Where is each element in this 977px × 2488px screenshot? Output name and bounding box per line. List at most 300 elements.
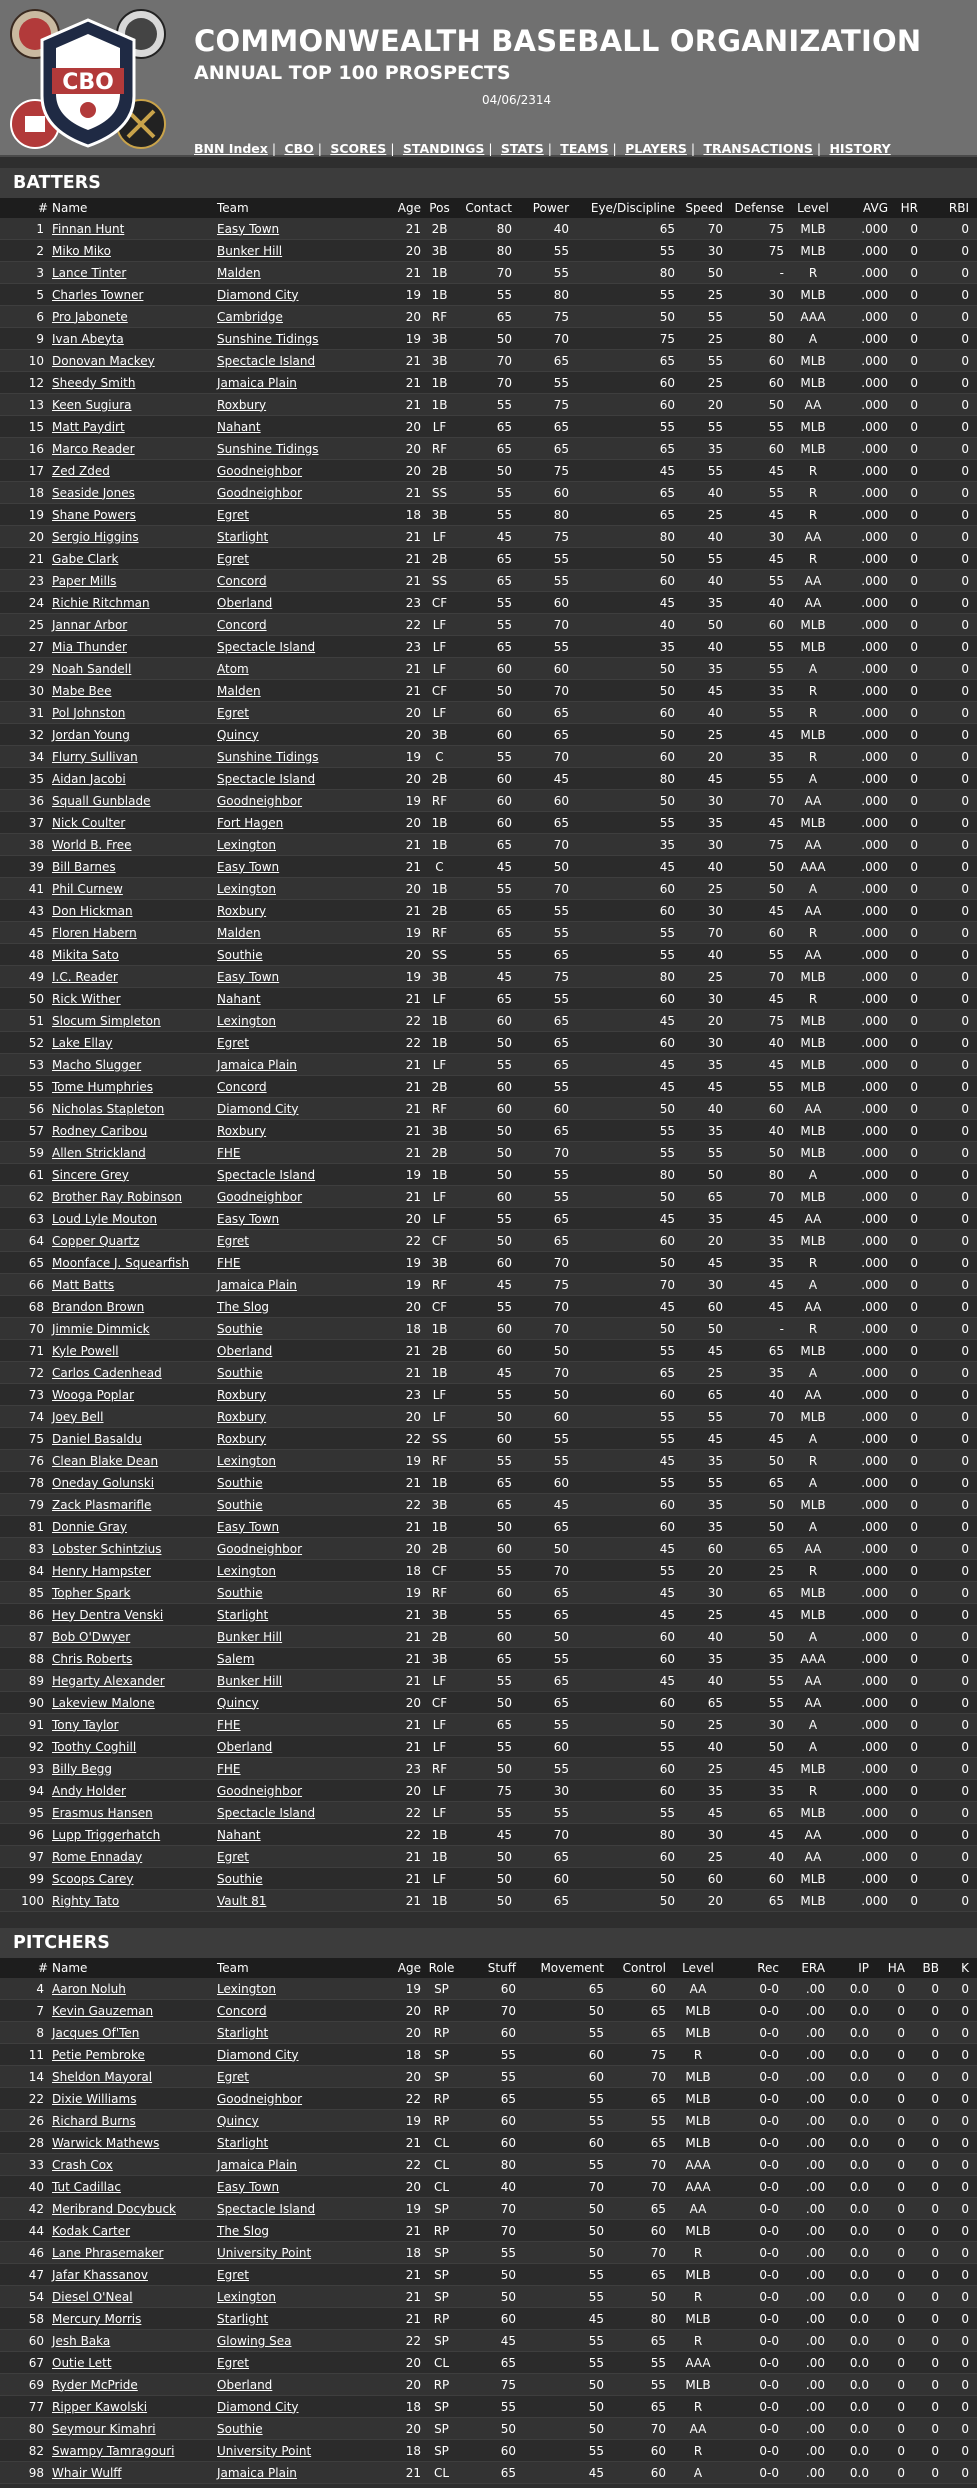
batters-col-pos[interactable]: Pos bbox=[421, 198, 458, 218]
batters-cell-eye-discipline: 45 bbox=[577, 1208, 683, 1230]
batters-cell-speed: 60 bbox=[683, 1868, 731, 1890]
batters-cell-contact: 55 bbox=[458, 944, 520, 966]
team-name-link[interactable]: Quincy bbox=[217, 727, 259, 742]
batters-cell-rbi: 0 bbox=[918, 1626, 977, 1648]
player-name-link[interactable]: Pol Johnston bbox=[52, 705, 126, 720]
batters-col-defense[interactable]: Defense bbox=[731, 198, 792, 218]
player-name-link[interactable]: Nick Coulter bbox=[52, 815, 126, 830]
team-name-link[interactable]: Sunshine Tidings bbox=[217, 331, 319, 346]
team-name-link[interactable]: Vault 81 bbox=[217, 1893, 267, 1908]
player-name-link[interactable]: Matt Batts bbox=[52, 1277, 115, 1292]
team-name-link[interactable]: Fort Hagen bbox=[217, 815, 284, 830]
batters-cell-hr: 0 bbox=[888, 658, 918, 680]
team-name-link[interactable]: FHE bbox=[217, 1255, 241, 1270]
batters-col-level[interactable]: Level bbox=[792, 198, 834, 218]
pitchers-col-rec[interactable]: Rec bbox=[722, 1958, 779, 1978]
player-name-link[interactable]: Mikita Sato bbox=[52, 947, 119, 962]
player-name-link[interactable]: Rick Wither bbox=[52, 991, 121, 1006]
player-name-link[interactable]: Copper Quartz bbox=[52, 1233, 140, 1248]
team-name-link[interactable]: Spectacle Island bbox=[217, 771, 316, 786]
batters-cell-speed: 25 bbox=[683, 878, 731, 900]
team-name-link[interactable]: Egret bbox=[217, 1035, 249, 1050]
league-logo[interactable] bbox=[8, 6, 168, 154]
team-name-link[interactable]: Roxbury bbox=[217, 903, 267, 918]
player-name-link[interactable]: Miko Miko bbox=[52, 243, 111, 258]
batters-col-eye-discipline[interactable]: Eye/Discipline bbox=[577, 198, 683, 218]
pitchers-col-k[interactable]: K bbox=[939, 1958, 977, 1978]
team-name-link[interactable]: Southie bbox=[217, 1321, 263, 1336]
pitchers-col-bb[interactable]: BB bbox=[905, 1958, 939, 1978]
team-name-link[interactable]: Goodneighbor bbox=[217, 1783, 303, 1798]
team-name-link[interactable]: Easy Town bbox=[217, 2179, 280, 2194]
team-name-link[interactable]: Jamaica Plain bbox=[217, 1057, 297, 1072]
pitchers-col-movement[interactable]: Movement bbox=[524, 1958, 612, 1978]
nav-history[interactable]: HISTORY bbox=[829, 141, 891, 156]
batters-cell-defense: 60 bbox=[731, 1868, 792, 1890]
team-name-link[interactable]: Nahant bbox=[217, 991, 261, 1006]
team-name-link[interactable]: Lexington bbox=[217, 1013, 276, 1028]
player-name-link[interactable]: Ryder McPride bbox=[52, 2377, 138, 2392]
team-name-link[interactable]: Roxbury bbox=[217, 397, 267, 412]
team-name-link[interactable]: Spectacle Island bbox=[217, 2201, 316, 2216]
pitchers-cell-era: .00 bbox=[779, 2176, 825, 2198]
nav-bnn-index[interactable]: BNN Index bbox=[194, 141, 268, 156]
batters-cell-defense: 45 bbox=[731, 548, 792, 570]
player-name-link[interactable]: Righty Tato bbox=[52, 1893, 120, 1908]
team-name-link[interactable]: Lexington bbox=[217, 1981, 276, 1996]
player-name-link[interactable]: Sergio Higgins bbox=[52, 529, 139, 544]
player-name-link[interactable]: Phil Curnew bbox=[52, 881, 123, 896]
player-name-link[interactable]: I.C. Reader bbox=[52, 969, 118, 984]
nav-cbo[interactable]: CBO bbox=[284, 141, 314, 156]
team-name-link[interactable]: Diamond City bbox=[217, 287, 299, 302]
batters-cell-pos: LF bbox=[421, 416, 458, 438]
team-name-link[interactable]: Sunshine Tidings bbox=[217, 749, 319, 764]
team-name-link[interactable]: Malden bbox=[217, 265, 261, 280]
player-name-link[interactable]: Daniel Basaldu bbox=[52, 1431, 142, 1446]
batters-cell-avg: .000 bbox=[834, 614, 888, 636]
player-name-link[interactable]: Finnan Hunt bbox=[52, 221, 125, 236]
team-name-cell bbox=[213, 1978, 376, 2000]
player-name-link[interactable]: Dixie Williams bbox=[52, 2091, 137, 2106]
batters-cell-defense: 40 bbox=[731, 1846, 792, 1868]
batters-cell-defense: 35 bbox=[731, 680, 792, 702]
team-name-link[interactable]: Goodneighbor bbox=[217, 485, 303, 500]
table-row bbox=[0, 1868, 977, 1890]
player-name-link[interactable]: Kevin Gauzeman bbox=[52, 2003, 154, 2018]
player-name-link[interactable]: Outie Lett bbox=[52, 2355, 112, 2370]
team-name-link[interactable]: Jamaica Plain bbox=[217, 2465, 297, 2480]
player-name-link[interactable]: Lane Phrasemaker bbox=[52, 2245, 164, 2260]
team-name-link[interactable]: Nahant bbox=[217, 419, 261, 434]
player-name-link[interactable]: Mercury Morris bbox=[52, 2311, 142, 2326]
team-name-link[interactable]: Goodneighbor bbox=[217, 463, 303, 478]
player-name-link[interactable]: Seaside Jones bbox=[52, 485, 135, 500]
batters-cell-pos: 3B bbox=[421, 350, 458, 372]
pitchers-col-ha[interactable]: HA bbox=[869, 1958, 905, 1978]
player-name-link[interactable]: Scoops Carey bbox=[52, 1871, 134, 1886]
player-name-link[interactable]: Don Hickman bbox=[52, 903, 133, 918]
player-name-link[interactable]: Erasmus Hansen bbox=[52, 1805, 153, 1820]
team-name-link[interactable]: Diamond City bbox=[217, 2399, 299, 2414]
player-name-link[interactable]: Joey Bell bbox=[52, 1409, 104, 1424]
team-name-link[interactable]: Jamaica Plain bbox=[217, 1277, 297, 1292]
player-name-link[interactable]: Donovan Mackey bbox=[52, 353, 155, 368]
player-name-link[interactable]: Flurry Sullivan bbox=[52, 749, 138, 764]
pitchers-cell-ip: 0.0 bbox=[825, 2088, 869, 2110]
table-row bbox=[0, 1010, 977, 1032]
team-name-link[interactable]: Starlight bbox=[217, 2311, 269, 2326]
player-name-link[interactable]: Ivan Abeyta bbox=[52, 331, 124, 346]
team-name-link[interactable]: Egret bbox=[217, 2267, 249, 2282]
pitchers-cell-movement: 55 bbox=[524, 2154, 612, 2176]
batters-cell-level: MLB bbox=[792, 636, 834, 658]
team-name-link[interactable]: Concord bbox=[217, 617, 267, 632]
team-name-link[interactable]: Easy Town bbox=[217, 969, 280, 984]
player-name-link[interactable]: Jordan Young bbox=[52, 727, 130, 742]
team-name-link[interactable]: Easy Town bbox=[217, 859, 280, 874]
player-name-link[interactable]: Sheedy Smith bbox=[52, 375, 136, 390]
team-name-link[interactable]: Southie bbox=[217, 947, 263, 962]
player-name-link[interactable]: Gabe Clark bbox=[52, 551, 119, 566]
player-name-link[interactable]: Topher Spark bbox=[52, 1585, 131, 1600]
player-name-link[interactable]: Wooga Poplar bbox=[52, 1387, 135, 1402]
team-name-link[interactable]: Goodneighbor bbox=[217, 1541, 303, 1556]
pitchers-col-stuff[interactable]: Stuff bbox=[462, 1958, 524, 1978]
player-name-link[interactable]: Ripper Kawolski bbox=[52, 2399, 148, 2414]
team-name-link[interactable]: Oberland bbox=[217, 595, 273, 610]
team-name-link[interactable]: Southie bbox=[217, 1585, 263, 1600]
team-name-link[interactable]: Southie bbox=[217, 1475, 263, 1490]
team-name-link[interactable]: FHE bbox=[217, 1761, 241, 1776]
team-name-link[interactable]: Atom bbox=[217, 661, 249, 676]
player-name-link[interactable]: Tut Cadillac bbox=[52, 2179, 121, 2194]
batters-cell-avg: .000 bbox=[834, 570, 888, 592]
team-name-link[interactable]: Southie bbox=[217, 2421, 263, 2436]
batters-col-hr[interactable]: HR bbox=[888, 198, 918, 218]
team-name-link[interactable]: Starlight bbox=[217, 529, 269, 544]
team-name-link[interactable]: Glowing Sea bbox=[217, 2333, 292, 2348]
batters-cell-: 19 bbox=[0, 504, 48, 526]
team-name-link[interactable]: Egret bbox=[217, 1233, 249, 1248]
pitchers-col-era[interactable]: ERA bbox=[779, 1958, 825, 1978]
player-name-link[interactable]: Meribrand Docybuck bbox=[52, 2201, 176, 2216]
pitchers-cell-rec: 0-0 bbox=[722, 2418, 779, 2440]
team-name-link[interactable]: Concord bbox=[217, 1079, 267, 1094]
player-name-link[interactable]: Jesh Baka bbox=[52, 2333, 111, 2348]
batters-cell-age: 21 bbox=[376, 1120, 421, 1142]
team-name-link[interactable]: Lexington bbox=[217, 1563, 276, 1578]
player-name-cell bbox=[48, 1252, 213, 1274]
team-name-link[interactable]: Egret bbox=[217, 551, 249, 566]
player-name-link[interactable]: Bill Barnes bbox=[52, 859, 116, 874]
team-name-link[interactable]: Oberland bbox=[217, 1739, 273, 1754]
player-name-link[interactable]: Jannar Arbor bbox=[52, 617, 128, 632]
batters-cell-defense: 35 bbox=[731, 1362, 792, 1384]
team-name-link[interactable]: Southie bbox=[217, 1497, 263, 1512]
player-name-link[interactable]: Rome Ennaday bbox=[52, 1849, 143, 1864]
player-name-link[interactable]: Paper Mills bbox=[52, 573, 117, 588]
batters-cell-contact: 45 bbox=[458, 966, 520, 988]
player-name-link[interactable]: Warwick Mathews bbox=[52, 2135, 160, 2150]
batters-cell-age: 21 bbox=[376, 1362, 421, 1384]
player-name-link[interactable]: Zed Zded bbox=[52, 463, 110, 478]
player-name-link[interactable]: Lance Tinter bbox=[52, 265, 127, 280]
batters-cell-rbi: 0 bbox=[918, 1208, 977, 1230]
player-name-link[interactable]: Mabe Bee bbox=[52, 683, 112, 698]
nav-stats[interactable]: STATS bbox=[500, 141, 544, 156]
batters-cell-speed: 45 bbox=[683, 680, 731, 702]
player-name-link[interactable]: Brandon Brown bbox=[52, 1299, 145, 1314]
player-name-link[interactable]: Sheldon Mayoral bbox=[52, 2069, 153, 2084]
team-name-link[interactable]: Jamaica Plain bbox=[217, 2157, 297, 2172]
team-name-link[interactable]: Easy Town bbox=[217, 1519, 280, 1534]
batters-cell-hr: 0 bbox=[888, 1076, 918, 1098]
player-name-link[interactable]: Allen Strickland bbox=[52, 1145, 146, 1160]
nav-teams[interactable]: TEAMS bbox=[560, 141, 609, 156]
player-name-link[interactable]: Noah Sandell bbox=[52, 661, 132, 676]
team-name-link[interactable]: Egret bbox=[217, 2355, 249, 2370]
team-name-link[interactable]: Oberland bbox=[217, 1343, 273, 1358]
batters-cell-contact: 55 bbox=[458, 1802, 520, 1824]
team-name-cell bbox=[213, 878, 376, 900]
team-name-link[interactable]: Bunker Hill bbox=[217, 1629, 283, 1644]
pitchers-col-[interactable]: # bbox=[0, 1958, 48, 1978]
team-name-link[interactable]: Egret bbox=[217, 1849, 249, 1864]
batters-cell-level: A bbox=[792, 1274, 834, 1296]
team-name-link[interactable]: Southie bbox=[217, 1365, 263, 1380]
nav-scores[interactable]: SCORES bbox=[330, 141, 387, 156]
team-name-link[interactable]: Roxbury bbox=[217, 1409, 267, 1424]
batters-cell-: 88 bbox=[0, 1648, 48, 1670]
team-name-link[interactable]: Bunker Hill bbox=[217, 243, 283, 258]
batters-col-power[interactable]: Power bbox=[520, 198, 577, 218]
team-name-link[interactable]: Spectacle Island bbox=[217, 639, 316, 654]
nav-players[interactable]: PLAYERS bbox=[625, 141, 687, 156]
pitchers-cell-rec: 0-0 bbox=[722, 2352, 779, 2374]
team-name-link[interactable]: Goodneighbor bbox=[217, 2091, 303, 2106]
team-name-link[interactable]: Sunshine Tidings bbox=[217, 441, 319, 456]
team-name-link[interactable]: Spectacle Island bbox=[217, 1805, 316, 1820]
batters-cell-: 93 bbox=[0, 1758, 48, 1780]
player-name-link[interactable]: Swampy Tamragouri bbox=[52, 2443, 175, 2458]
batters-col-contact[interactable]: Contact bbox=[458, 198, 520, 218]
player-name-link[interactable]: Aaron Noluh bbox=[52, 1981, 126, 1996]
team-name-link[interactable]: Lexington bbox=[217, 1453, 276, 1468]
player-name-link[interactable]: Brother Ray Robinson bbox=[52, 1189, 182, 1204]
player-name-link[interactable]: Moonface J. Squearfish bbox=[52, 1255, 190, 1270]
player-name-link[interactable]: Diesel O'Neal bbox=[52, 2289, 133, 2304]
player-name-link[interactable]: Keen Sugiura bbox=[52, 397, 132, 412]
player-name-link[interactable]: Billy Begg bbox=[52, 1761, 112, 1776]
team-name-link[interactable]: FHE bbox=[217, 1145, 241, 1160]
team-name-cell bbox=[213, 570, 376, 592]
player-name-link[interactable]: Andy Holder bbox=[52, 1783, 126, 1798]
team-name-link[interactable]: Southie bbox=[217, 1871, 263, 1886]
team-name-link[interactable]: Spectacle Island bbox=[217, 353, 316, 368]
team-name-link[interactable]: Concord bbox=[217, 2003, 267, 2018]
player-name-link[interactable]: Kodak Carter bbox=[52, 2223, 131, 2238]
player-name-link[interactable]: Lupp Triggerhatch bbox=[52, 1827, 161, 1842]
player-name-link[interactable]: Donnie Gray bbox=[52, 1519, 128, 1534]
player-name-link[interactable]: Pro Jabonete bbox=[52, 309, 128, 324]
team-name-link[interactable]: Spectacle Island bbox=[217, 1167, 316, 1182]
team-name-link[interactable]: Malden bbox=[217, 925, 261, 940]
team-name-link[interactable]: Bunker Hill bbox=[217, 1673, 283, 1688]
batters-col-age[interactable]: Age bbox=[376, 198, 421, 218]
team-name-link[interactable]: Jamaica Plain bbox=[217, 375, 297, 390]
player-name-link[interactable]: Bob O'Dwyer bbox=[52, 1629, 131, 1644]
team-name-link[interactable]: Roxbury bbox=[217, 1387, 267, 1402]
team-name-link[interactable]: Roxbury bbox=[217, 1431, 267, 1446]
player-name-link[interactable]: Chris Roberts bbox=[52, 1651, 133, 1666]
player-name-link[interactable]: Clean Blake Dean bbox=[52, 1453, 159, 1468]
team-name-link[interactable]: Quincy bbox=[217, 2113, 259, 2128]
team-name-link[interactable]: FHE bbox=[217, 1717, 241, 1732]
player-name-link[interactable]: Jimmie Dimmick bbox=[52, 1321, 150, 1336]
pitchers-cell-stuff: 40 bbox=[462, 2176, 524, 2198]
pitchers-col-name[interactable]: Name bbox=[48, 1958, 213, 1978]
pitchers-col-ip[interactable]: IP bbox=[825, 1958, 869, 1978]
team-name-link[interactable]: Starlight bbox=[217, 2135, 269, 2150]
team-name-link[interactable]: Concord bbox=[217, 573, 267, 588]
player-name-link[interactable]: Whair Wulff bbox=[52, 2465, 122, 2480]
batters-cell-defense: 60 bbox=[731, 614, 792, 636]
table-row bbox=[0, 1186, 977, 1208]
team-name-link[interactable]: Egret bbox=[217, 507, 249, 522]
player-name-link[interactable]: Lake Ellay bbox=[52, 1035, 113, 1050]
batters-cell-avg: .000 bbox=[834, 504, 888, 526]
team-name-link[interactable]: Lexington bbox=[217, 837, 276, 852]
batters-col-rbi[interactable]: RBI bbox=[918, 198, 977, 218]
player-name-link[interactable]: Crash Cox bbox=[52, 2157, 113, 2172]
table-row bbox=[0, 2066, 977, 2088]
pitchers-col-role[interactable]: Role bbox=[421, 1958, 462, 1978]
batters-cell-hr: 0 bbox=[888, 1428, 918, 1450]
team-name-link[interactable]: Cambridge bbox=[217, 309, 283, 324]
player-name-link[interactable]: Lakeview Malone bbox=[52, 1695, 155, 1710]
team-name-link[interactable]: Roxbury bbox=[217, 1123, 267, 1138]
batters-cell-rbi: 0 bbox=[918, 570, 977, 592]
batters-cell-avg: .000 bbox=[834, 1582, 888, 1604]
batters-section bbox=[0, 168, 977, 1912]
player-name-link[interactable]: Lobster Schintzius bbox=[52, 1541, 162, 1556]
batters-cell-speed: 40 bbox=[683, 1736, 731, 1758]
batters-cell-: 27 bbox=[0, 636, 48, 658]
team-name-link[interactable]: Easy Town bbox=[217, 221, 280, 236]
player-name-link[interactable]: Shane Powers bbox=[52, 507, 136, 522]
player-name-link[interactable]: Henry Hampster bbox=[52, 1563, 151, 1578]
batters-col-team[interactable]: Team bbox=[213, 198, 376, 218]
team-name-link[interactable]: Goodneighbor bbox=[217, 1189, 303, 1204]
player-name-link[interactable]: Rodney Caribou bbox=[52, 1123, 148, 1138]
player-name-link[interactable]: Charles Towner bbox=[52, 287, 144, 302]
player-name-link[interactable]: Slocum Simpleton bbox=[52, 1013, 161, 1028]
player-name-link[interactable]: Squall Gunblade bbox=[52, 793, 151, 808]
player-name-link[interactable]: Seymour Kimahri bbox=[52, 2421, 156, 2436]
player-name-link[interactable]: Tony Taylor bbox=[52, 1717, 119, 1732]
batters-cell-power: 65 bbox=[520, 1670, 577, 1692]
player-name-link[interactable]: Zack Plasmarifle bbox=[52, 1497, 152, 1512]
pitchers-col-control[interactable]: Control bbox=[612, 1958, 674, 1978]
player-name-link[interactable]: Toothy Coghill bbox=[52, 1739, 137, 1754]
player-name-link[interactable]: Tome Humphries bbox=[52, 1079, 153, 1094]
player-name-link[interactable]: Petie Pembroke bbox=[52, 2047, 145, 2062]
player-name-link[interactable]: Jafar Khassanov bbox=[52, 2267, 148, 2282]
nav-transactions[interactable]: TRANSACTIONS bbox=[703, 141, 813, 156]
batters-cell-contact: 50 bbox=[458, 1846, 520, 1868]
player-name-link[interactable]: Macho Slugger bbox=[52, 1057, 142, 1072]
player-name-link[interactable]: Jacques Of'Ten bbox=[52, 2025, 140, 2040]
pitchers-col-level[interactable]: Level bbox=[674, 1958, 722, 1978]
team-name-link[interactable]: Oberland bbox=[217, 2377, 273, 2392]
team-name-link[interactable]: Goodneighbor bbox=[217, 793, 303, 808]
pitchers-cell-movement: 50 bbox=[524, 2418, 612, 2440]
team-name-link[interactable]: Lexington bbox=[217, 881, 276, 896]
player-name-link[interactable]: Marco Reader bbox=[52, 441, 135, 456]
batters-col-[interactable]: # bbox=[0, 198, 48, 218]
batters-col-speed[interactable]: Speed bbox=[683, 198, 731, 218]
player-name-link[interactable]: Matt Paydirt bbox=[52, 419, 125, 434]
team-name-link[interactable]: Egret bbox=[217, 2069, 249, 2084]
player-name-link[interactable]: Nicholas Stapleton bbox=[52, 1101, 165, 1116]
team-name-link[interactable]: Egret bbox=[217, 705, 249, 720]
pitchers-cell-stuff: 60 bbox=[462, 1978, 524, 2000]
player-name-link[interactable]: Kyle Powell bbox=[52, 1343, 119, 1358]
player-name-link[interactable]: World B. Free bbox=[52, 837, 132, 852]
batters-cell-level: AA bbox=[792, 1824, 834, 1846]
player-name-link[interactable]: Mia Thunder bbox=[52, 639, 127, 654]
player-name-cell bbox=[48, 438, 213, 460]
team-name-link[interactable]: Diamond City bbox=[217, 1101, 299, 1116]
pitchers-cell-ip: 0.0 bbox=[825, 2286, 869, 2308]
team-name-link[interactable]: Salem bbox=[217, 1651, 255, 1666]
player-name-link[interactable]: Richard Burns bbox=[52, 2113, 136, 2128]
player-name-link[interactable]: Richie Ritchman bbox=[52, 595, 150, 610]
player-name-link[interactable]: Loud Lyle Mouton bbox=[52, 1211, 158, 1226]
team-name-link[interactable]: University Point bbox=[217, 2443, 312, 2458]
team-name-link[interactable]: The Slog bbox=[217, 1299, 270, 1314]
team-name-link[interactable]: Easy Town bbox=[217, 1211, 280, 1226]
pitchers-col-team[interactable]: Team bbox=[213, 1958, 376, 1978]
team-name-link[interactable]: Starlight bbox=[217, 2025, 269, 2040]
team-name-link[interactable]: Lexington bbox=[217, 2289, 276, 2304]
player-name-link[interactable]: Floren Habern bbox=[52, 925, 137, 940]
pitchers-col-age[interactable]: Age bbox=[376, 1958, 421, 1978]
player-name-link[interactable]: Carlos Cadenhead bbox=[52, 1365, 162, 1380]
team-name-link[interactable]: Diamond City bbox=[217, 2047, 299, 2062]
team-name-link[interactable]: The Slog bbox=[217, 2223, 270, 2238]
player-name-link[interactable]: Oneday Golunski bbox=[52, 1475, 155, 1490]
batters-col-name[interactable]: Name bbox=[48, 198, 213, 218]
batters-col-avg[interactable]: AVG bbox=[834, 198, 888, 218]
pitchers-cell-bb: 0 bbox=[905, 2352, 939, 2374]
batters-cell-avg: .000 bbox=[834, 1054, 888, 1076]
nav-standings[interactable]: STANDINGS bbox=[402, 141, 485, 156]
batters-cell-level: MLB bbox=[792, 284, 834, 306]
team-name-link[interactable]: University Point bbox=[217, 2245, 312, 2260]
team-name-link[interactable]: Quincy bbox=[217, 1695, 259, 1710]
table-row bbox=[0, 592, 977, 614]
team-name-link[interactable]: Starlight bbox=[217, 1607, 269, 1622]
batters-cell-defense: 35 bbox=[731, 1252, 792, 1274]
player-name-link[interactable]: Sincere Grey bbox=[52, 1167, 129, 1182]
team-name-link[interactable]: Nahant bbox=[217, 1827, 261, 1842]
player-name-link[interactable]: Hey Dentra Venski bbox=[52, 1607, 164, 1622]
player-name-link[interactable]: Aidan Jacobi bbox=[52, 771, 126, 786]
team-name-link[interactable]: Malden bbox=[217, 683, 261, 698]
player-name-link[interactable]: Hegarty Alexander bbox=[52, 1673, 165, 1688]
